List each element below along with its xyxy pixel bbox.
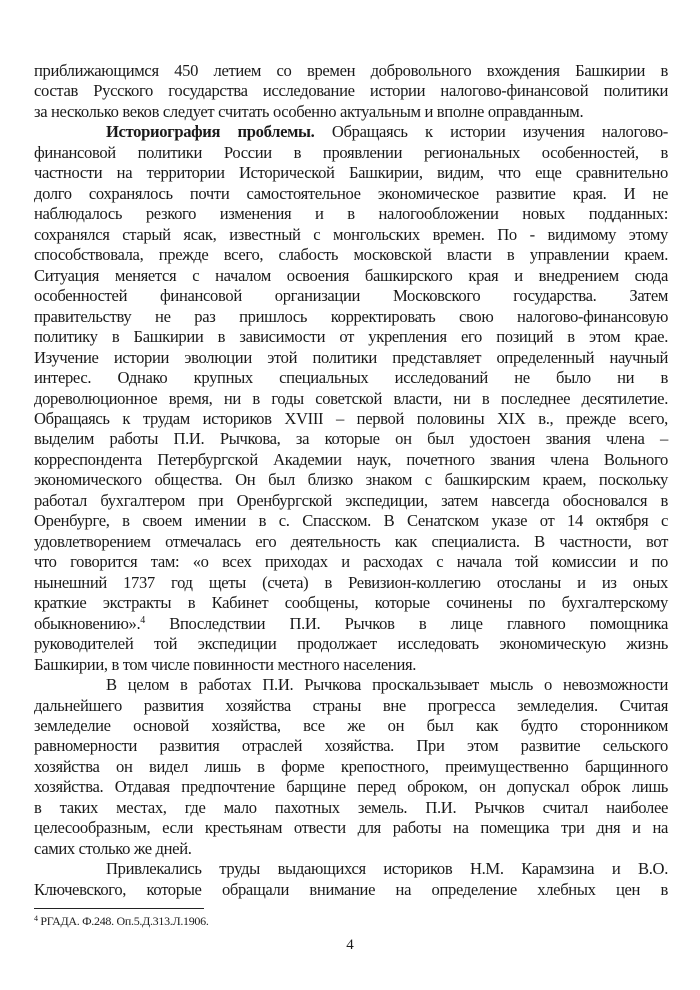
footnote-line-start: обыкновению». xyxy=(34,613,141,633)
text-line: Привлекались труды выдающихся историков Н.М. Карамзина и В.О. xyxy=(106,859,668,879)
text-line: краткие экстракты в Кабинет сообщены, которые сочинены по бухгалтерскому xyxy=(34,593,668,613)
footnote-separator xyxy=(34,908,204,909)
text-line xyxy=(34,122,668,142)
text-line: долго сохранялось почти самостоятельное экономическое развитие края. И не xyxy=(34,183,668,203)
text-line: что говорится там: «о всех приходах и расходах с начала той комиссии и по xyxy=(34,552,668,572)
footnote-text: РГАДА. Ф.248. Оп.5.Д.313.Л.1906. xyxy=(40,914,209,928)
paragraph-1 xyxy=(34,61,668,122)
text-line: правительству не раз пришлось корректировать свою налогово-финансовую xyxy=(34,306,668,326)
text-line: целесообразным, если крестьянам отвести для работы на помещика три дня и на xyxy=(34,818,668,838)
page-number: 4 xyxy=(346,937,354,953)
text-line: интерес. Однако крупных специальных исследований не было ни в xyxy=(34,368,668,388)
text-line: за несколько веков следует считать особенно актуальным и вполне оправданным. xyxy=(34,101,584,121)
text-line: особенностей финансовой организации Московского государства. Затем xyxy=(34,286,668,306)
text-line: финансовой политики России в проявлении региональных особенностей, в xyxy=(34,142,668,162)
text-line: приближающимся 450 летием со времен добровольного вхождения Башкирии в xyxy=(34,61,668,80)
text-line: Обращаясь к трудам историков XVIII – первой половины XIX в., прежде всего, xyxy=(34,408,668,428)
paragraph-3 xyxy=(34,675,668,859)
text-line: Башкирии, в том числе повинности местного населения. xyxy=(34,654,417,674)
text-line: Оренбурге, в своем имении в с. Спасском. В Сенатском указе от 14 октября с xyxy=(34,511,668,531)
text-line: наблюдалось резкого изменения и в налогообложении новых подданных: xyxy=(34,204,668,224)
text-line: хозяйства он видел лишь в форме крепостного, преимущественно барщинного xyxy=(34,756,668,776)
text-line xyxy=(34,614,668,634)
text-line: руководителей той экспедиции продолжает исследовать экономическую жизнь xyxy=(34,634,668,654)
text-line: Изучение истории эволюции этой политики представляет определенный научный xyxy=(34,347,668,367)
text-line: равномерности развития отраслей хозяйства. При этом развитие сельского xyxy=(34,736,668,756)
text-line: дальнейшего развития хозяйства страны вне прогресса земледелия. Считая xyxy=(34,695,668,715)
text-line: В целом в работах П.И. Рычкова проскальзывает мысль о невозможности xyxy=(106,675,668,695)
footnote-reference[interactable]: 4 xyxy=(140,614,145,626)
footnote xyxy=(34,914,209,929)
footnote-line-end: Впоследствии П.И. Рычков в лице главного помощника xyxy=(169,613,668,633)
text-line: экономического общества. Он был близко знаком с башкирским краем, поскольку xyxy=(34,470,668,490)
body-text xyxy=(34,61,668,900)
text-line: в таких местах, где мало пахотных земель. П.И. Рычков считал наиболее xyxy=(34,797,668,817)
text-line: способствовала, прежде всего, слабость московской власти в управлении краем. xyxy=(34,245,668,265)
text-line: сохранялся старый ясак, известный с монгольских времен. По - видимому этому xyxy=(34,224,668,244)
text-line: удовлетворением отмечалась его деятельность как специалиста. В частности, вот xyxy=(34,531,668,551)
text-line: нынешний 1737 год щеты (счета) в Ревизион-коллегию отосланы и из оных xyxy=(34,572,668,592)
text-line: хозяйства. Отдавая предпочтение барщине перед оброком, он допускал оброк лишь xyxy=(34,777,668,797)
text-line: выделим работы П.И. Рычкова, за которые он был удостоен звания члена – xyxy=(34,429,668,449)
text-line: политику в Башкирии в зависимости от укрепления его позиций в этом крае. xyxy=(34,327,668,347)
section-heading: Историография проблемы. xyxy=(106,122,315,142)
footnote-number: 4 xyxy=(34,914,38,923)
text-line: Ситуация меняется с началом освоения башкирского края и внедрением сюда xyxy=(34,265,668,285)
text-line: корреспондента Петербургской Академии наук, почетного звания члена Вольного xyxy=(34,449,668,469)
text-line: самих столько же дней. xyxy=(34,838,192,858)
text-line: состав Русского государства исследование истории налогово-финансовой политики xyxy=(34,81,668,101)
text-line: частности на территории Исторической Башкирии, видим, что еще сравнительно xyxy=(34,163,668,183)
paragraph-2 xyxy=(34,122,668,675)
text-line: работал бухгалтером при Оренбургской экспедиции, затем навсегда обосновался в xyxy=(34,490,668,510)
text-line: дореволюционное время, ни в годы советской власти, ни в последнее десятилетие. xyxy=(34,388,668,408)
text-line: Ключевского, которые обращали внимание на определение хлебных цен в xyxy=(34,879,668,899)
paragraph-4 xyxy=(34,859,668,900)
heading-line-rest: Обращаясь к истории изучения налогово- xyxy=(331,122,668,142)
text-line: земледелие основой хозяйства, все же он был как будто сторонником xyxy=(34,716,668,735)
